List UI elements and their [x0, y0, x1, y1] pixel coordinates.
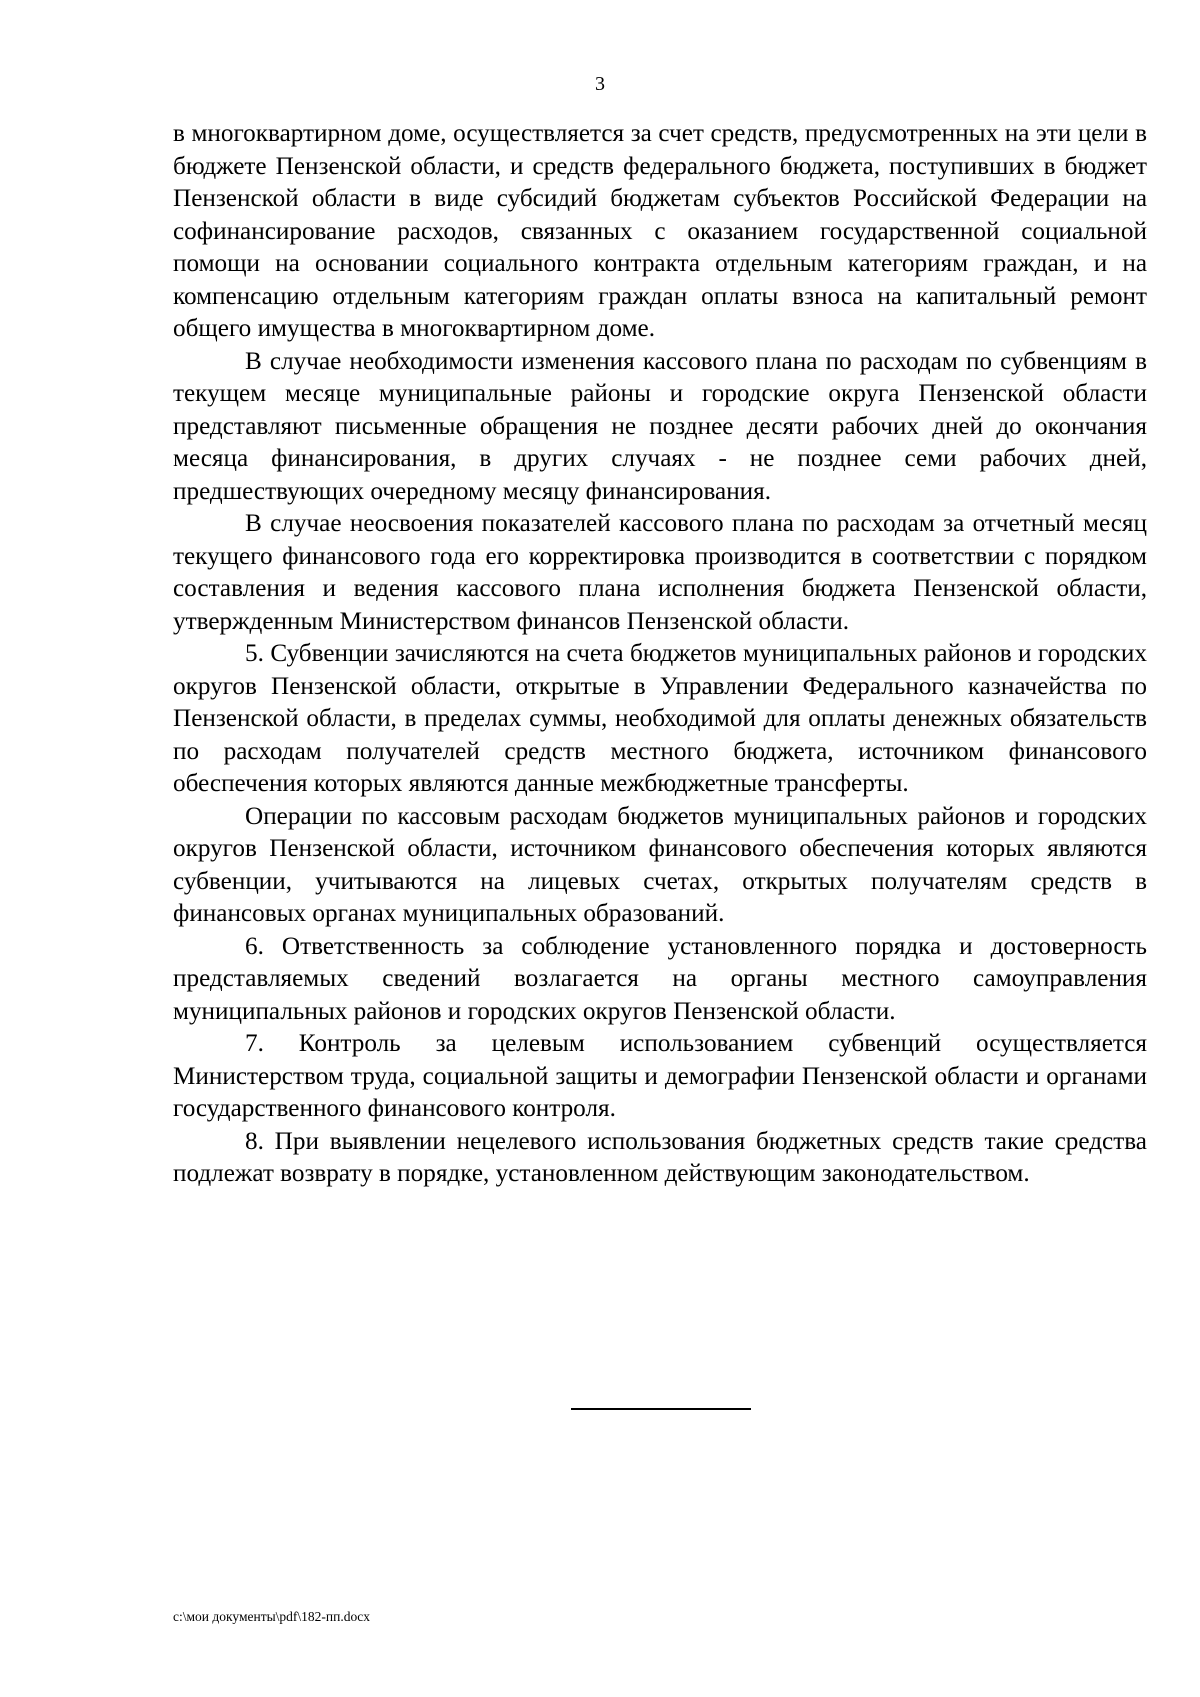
- paragraph-item-5: 5. Субвенции зачисляются на счета бюджетов муниципальных районов и городских округов Пензенской области, открытые в Управлении Федерального казначейства по Пензенской области, в пределах суммы, необходимой для оплаты денежных обязательств по расходам получателей средств местного бюджета, источником финансового обеспечения которых являются данные межбюджетные трансферты.: [173, 640, 1147, 797]
- end-of-document-rule: [571, 1408, 751, 1410]
- page-number: 3: [595, 73, 605, 95]
- paragraph-item-6: 6. Ответственность за соблюдение установленного порядка и достоверность представляемых сведений возлагается на органы местного самоуправления муниципальных районов и городских округов Пензенской области.: [173, 932, 1147, 1025]
- paragraph-item-7: 7. Контроль за целевым использованием субвенций осуществляется Министерством труда, социальной защиты и демографии Пензенской области и органами государственного финансового контроля.: [173, 1030, 1147, 1122]
- paragraph-item-8: 8. При выявлении нецелевого использования бюджетных средств такие средства подлежат возврату в порядке, установленном действующим законодательством.: [173, 1127, 1147, 1187]
- paragraph-cash-operations: Операции по кассовым расходам бюджетов муниципальных районов и городских округов Пензенской области, источником финансового обеспечения которых являются субвенции, учитываются на лицевых счетах, открытых получателям средств в финансовых органах муниципальных образований.: [173, 802, 1147, 927]
- paragraph-cash-plan-change: В случае необходимости изменения кассового плана по расходам по субвенциям в текущем месяце муниципальные районы и городские округа Пензенской области представляют письменные обращения не позднее десяти рабочих дней до окончания месяца финансирования, в других случаях - не позднее семи рабочих дней, предшествующих очередному месяцу финансирования.: [173, 347, 1147, 505]
- document-body: [173, 118, 1147, 1191]
- file-path-footer: c:\мои документы\pdf\182-пп.docx: [173, 1609, 370, 1624]
- paragraph-continuation: в многоквартирном доме, осуществляется за счет средств, предусмотренных на эти цели в бюджете Пензенской области, и средств федерального бюджета, поступивших в бюджет Пензенской области в виде субсидий бюджетам субъектов Российской Федерации на софинансирование расходов, связанных с оказанием государственной социальной помощи на основании социального контракта отдельным категориям граждан, и на компенсацию отдельным категориям граждан оплаты взноса на капитальный ремонт общего имущества в многоквартирном доме.: [173, 120, 1147, 342]
- paragraph-cash-plan-correction: В случае неосвоения показателей кассового плана по расходам за отчетный месяц текущего финансового года его корректировка производится в соответствии с порядком составления и ведения кассового плана исполнения бюджета Пензенской области, утвержденным Министерством финансов Пензенской области.: [173, 510, 1147, 635]
